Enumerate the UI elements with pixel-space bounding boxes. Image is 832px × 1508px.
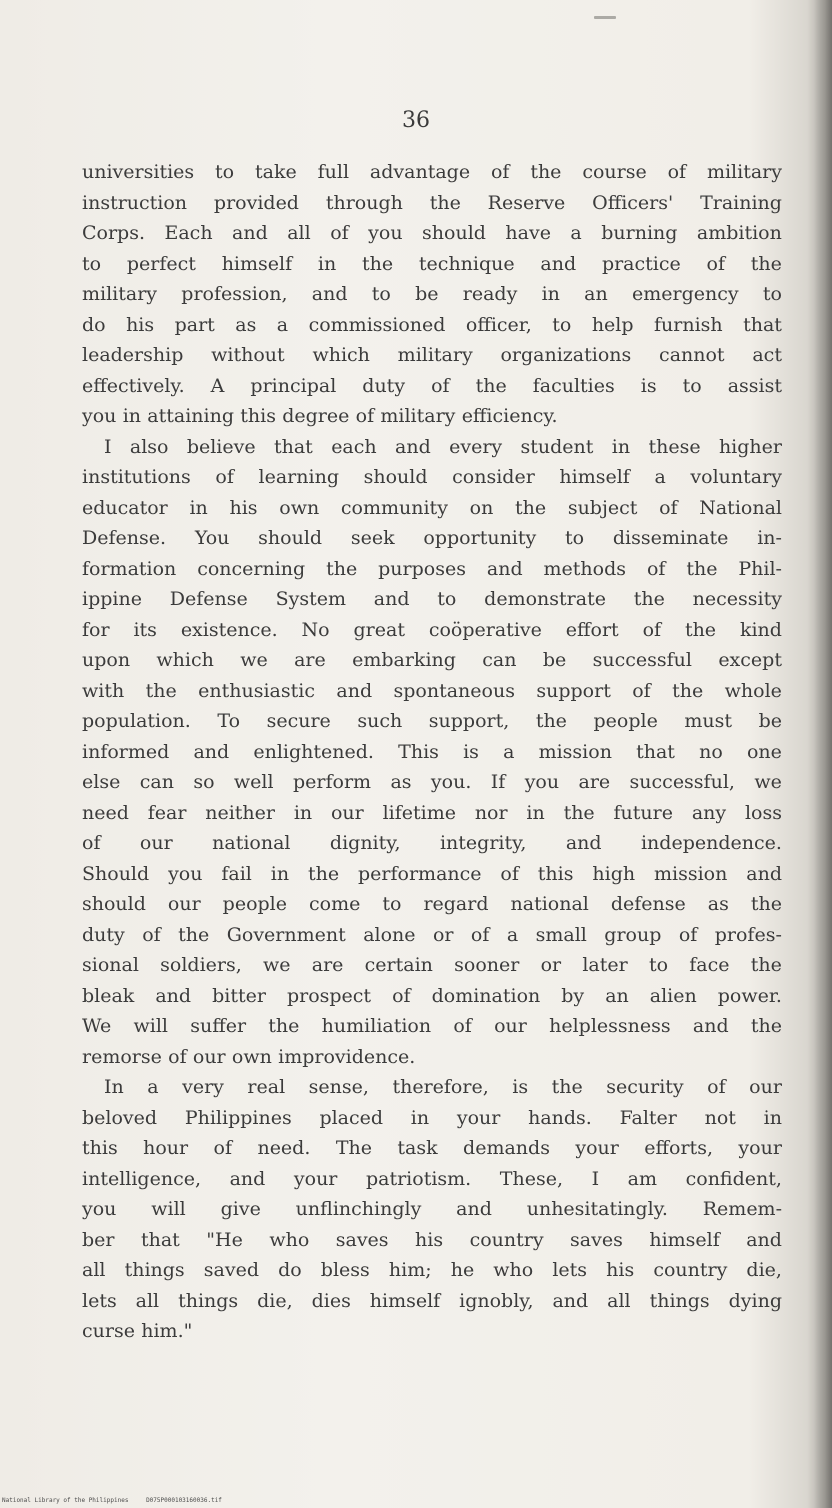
text-line: bleak and bitter prospect of domination by an alien power.: [82, 984, 782, 1007]
text-line: to perfect himself in the technique and practice of the: [82, 252, 782, 275]
text-line: population. To secure such support, the people must be: [82, 710, 782, 732]
text-line: institutions of learning should consider himself a voluntary: [82, 466, 782, 488]
text-line: intelligence, and your patriotism. These, I am confident,: [82, 1167, 782, 1190]
text-line: should our people come to regard national defense as the: [82, 893, 782, 915]
text-line: educator in his own community on the subject of National: [82, 496, 782, 519]
text-line: beloved Philippines placed in your hands. Falter not in: [82, 1106, 782, 1129]
text-line: need fear neither in our lifetime nor in the future any loss: [82, 801, 782, 824]
text-line: formation concerning the purposes and methods of the Phil-: [82, 557, 782, 580]
text-line: duty of the Government alone or of a small group of profes-: [82, 923, 782, 946]
text-line: Defense. You should seek opportunity to disseminate in-: [82, 527, 782, 549]
text-line: Corps. Each and all of you should have a burning ambition: [82, 222, 782, 244]
text-line: remorse of our own improvidence.: [82, 1045, 416, 1068]
scan-footer: [2, 1497, 222, 1504]
text-line: ippine Defense System and to demonstrate the necessity: [82, 588, 782, 610]
text-line: I also believe that each and every student in these higher: [104, 435, 782, 458]
text-line: all things saved do bless him; he who lets his country die,: [82, 1259, 782, 1281]
text-line: this hour of need. The task demands your efforts, your: [82, 1137, 782, 1159]
text-line: instruction provided through the Reserve Officers' Training: [82, 191, 782, 214]
paragraph: [82, 157, 782, 432]
text-line: for its existence. No great coöperative effort of the kind: [82, 618, 782, 641]
text-line: with the enthusiastic and spontaneous support of the whole: [82, 679, 782, 702]
page-number: 36: [402, 108, 430, 133]
text-line: you will give unflinchingly and unhesitatingly. Remem-: [82, 1198, 782, 1220]
text-line: sional soldiers, we are certain sooner or later to face the: [82, 954, 782, 976]
text-line: effectively. A principal duty of the faculties is to assist: [82, 374, 782, 397]
page-edge-shadow: [814, 0, 832, 1508]
text-line: upon which we are embarking can be successful except: [82, 649, 782, 671]
text-line: Should you fail in the performance of this high mission and: [82, 862, 782, 885]
scan-mark: [594, 16, 616, 19]
text-line: In a very real sense, therefore, is the security of our: [104, 1076, 782, 1098]
text-line: military profession, and to be ready in an emergency to: [82, 283, 782, 305]
text-line: do his part as a commissioned officer, to help furnish that: [82, 313, 782, 336]
body-text: [82, 157, 782, 1347]
text-line: curse him.": [82, 1320, 193, 1342]
text-line: informed and enlightened. This is a mission that no one: [82, 740, 782, 763]
text-line: lets all things die, dies himself ignobly, and all things dying: [82, 1289, 782, 1312]
footer-filename: D075P000103160036.tif: [146, 1497, 222, 1504]
text-line: of our national dignity, integrity, and independence.: [82, 832, 782, 854]
footer-library: National Library of the Philippines: [2, 1497, 129, 1504]
paragraph: [82, 432, 782, 1073]
paragraph: [82, 1072, 782, 1347]
text-line: universities to take full advantage of the course of military: [82, 161, 782, 183]
text-line: We will suffer the humiliation of our helplessness and the: [82, 1015, 782, 1037]
text-line: you in attaining this degree of military efficiency.: [82, 405, 558, 427]
text-line: ber that "He who saves his country saves himself and: [82, 1228, 782, 1251]
text-line: leadership without which military organizations cannot act: [82, 344, 782, 366]
text-line: else can so well perform as you. If you are successful, we: [82, 771, 782, 793]
